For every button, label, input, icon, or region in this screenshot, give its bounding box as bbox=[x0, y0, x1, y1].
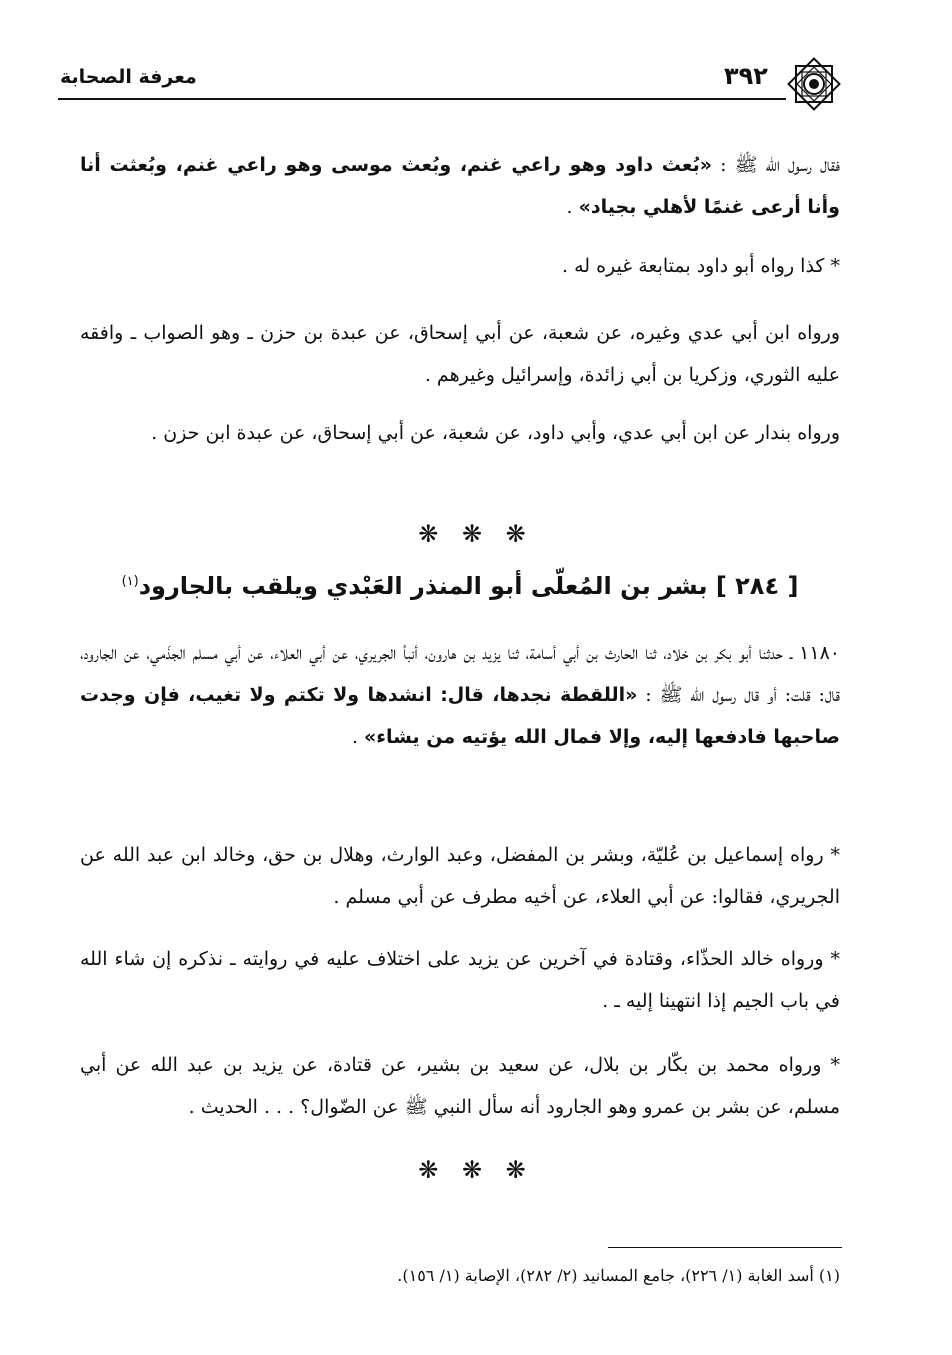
paragraph-3: ورواه ابن أبي عدي وغيره، عن شعبة، عن أبي إسحاق، عن عبدة بن حزن ـ وهو الصواب ـ وافقه عليه الثوري، وزكريا بن أبي زائدة، وإسرائيل وغيرهم . bbox=[80, 322, 840, 386]
footnote-ref: (١) bbox=[121, 574, 139, 589]
ornament-icon bbox=[782, 52, 846, 116]
paragraph-1-intro: فقال رسول الله ﷺ : bbox=[712, 154, 840, 176]
book-title: معرفة الصحابة bbox=[60, 66, 197, 88]
separator-stars: ❋ ❋ ❋ bbox=[418, 520, 534, 548]
note-2: * ورواه خالد الحذّاء، وقتادة في آخرين عن يزيد على اختلاف عليه في روايته ـ نذكره إن شاء الله في باب الجيم إذا انتهينا إليه ـ . bbox=[80, 948, 840, 1012]
paragraph-2: * كذا رواه أبو داود بمتابعة غيره له . bbox=[561, 255, 840, 277]
page-number: ٣٩٢ bbox=[724, 62, 768, 90]
header-rule bbox=[58, 98, 786, 100]
section-number: [ ٢٨٤ ] bbox=[715, 572, 799, 600]
note-3: * ورواه محمد بن بكّار بن بلال، عن سعيد بن بشير، عن قتادة، عن يزيد بن عبد الله عن أبي مسلم، عن بشر بن عمرو وهو الجارود أنه سأل النبي ﷺ عن الضّوال؟ . . . الحديث . bbox=[80, 1054, 840, 1118]
hadith-paragraph bbox=[80, 632, 840, 758]
paragraph-1-end: . bbox=[566, 196, 579, 218]
section-heading bbox=[80, 572, 840, 600]
paragraph-1 bbox=[80, 144, 840, 228]
footnote-rule bbox=[608, 1247, 842, 1248]
separator-stars-bottom: ❋ ❋ ❋ bbox=[418, 1156, 534, 1184]
hadith-matn: «اللقطة نجدها، قال: انشدها ولا تكتم ولا تغيب، فإن وجدت صاحبها فادفعها إليه، وإلا فمال الله يؤتيه من يشاء» bbox=[80, 684, 840, 748]
footnote: (١) أسد الغابة (١/ ٢٢٦)، جامع المسانيد (٢/ ٢٨٢)، الإصابة (١/ ١٥٦). bbox=[397, 1266, 840, 1285]
note-1: * رواه إسماعيل بن عُليّة، وبشر بن المفضل، وعبد الوارث، وهلال بن حق، وخالد ابن عبد الله عن الجريري، فقالوا: عن أبي العلاء، عن أخيه مطرف عن أبي مسلم . bbox=[80, 844, 840, 908]
paragraph-1-quote: «بُعث داود وهو راعي غنم، وبُعث موسى وهو راعي غنم، وبُعثت أنا وأنا أرعى غنمًا لأهلي بجياد» bbox=[80, 154, 840, 218]
hadith-end: . bbox=[351, 726, 365, 748]
hadith-isnad: ١١٨٠ ـ حدثنا أبو بكر بن خلاد، ثنا الحارث بن أبي أسامة، ثنا يزيد بن هارون، أنبأ الجريري، عن أبي العلاء، عن أبي مسلم الجذَمي، عن الجارود، قال: قلت: أو قال رسول الله ﷺ : bbox=[80, 642, 841, 706]
paragraph-4: ورواه بندار عن ابن أبي عدي، وأبي داود، عن شعبة، عن أبي إسحاق، عن عبدة ابن حزن . bbox=[151, 422, 840, 444]
section-title: بشر بن المُعلّى أبو المنذر العَبْدي ويلقب بالجارود bbox=[138, 572, 708, 600]
